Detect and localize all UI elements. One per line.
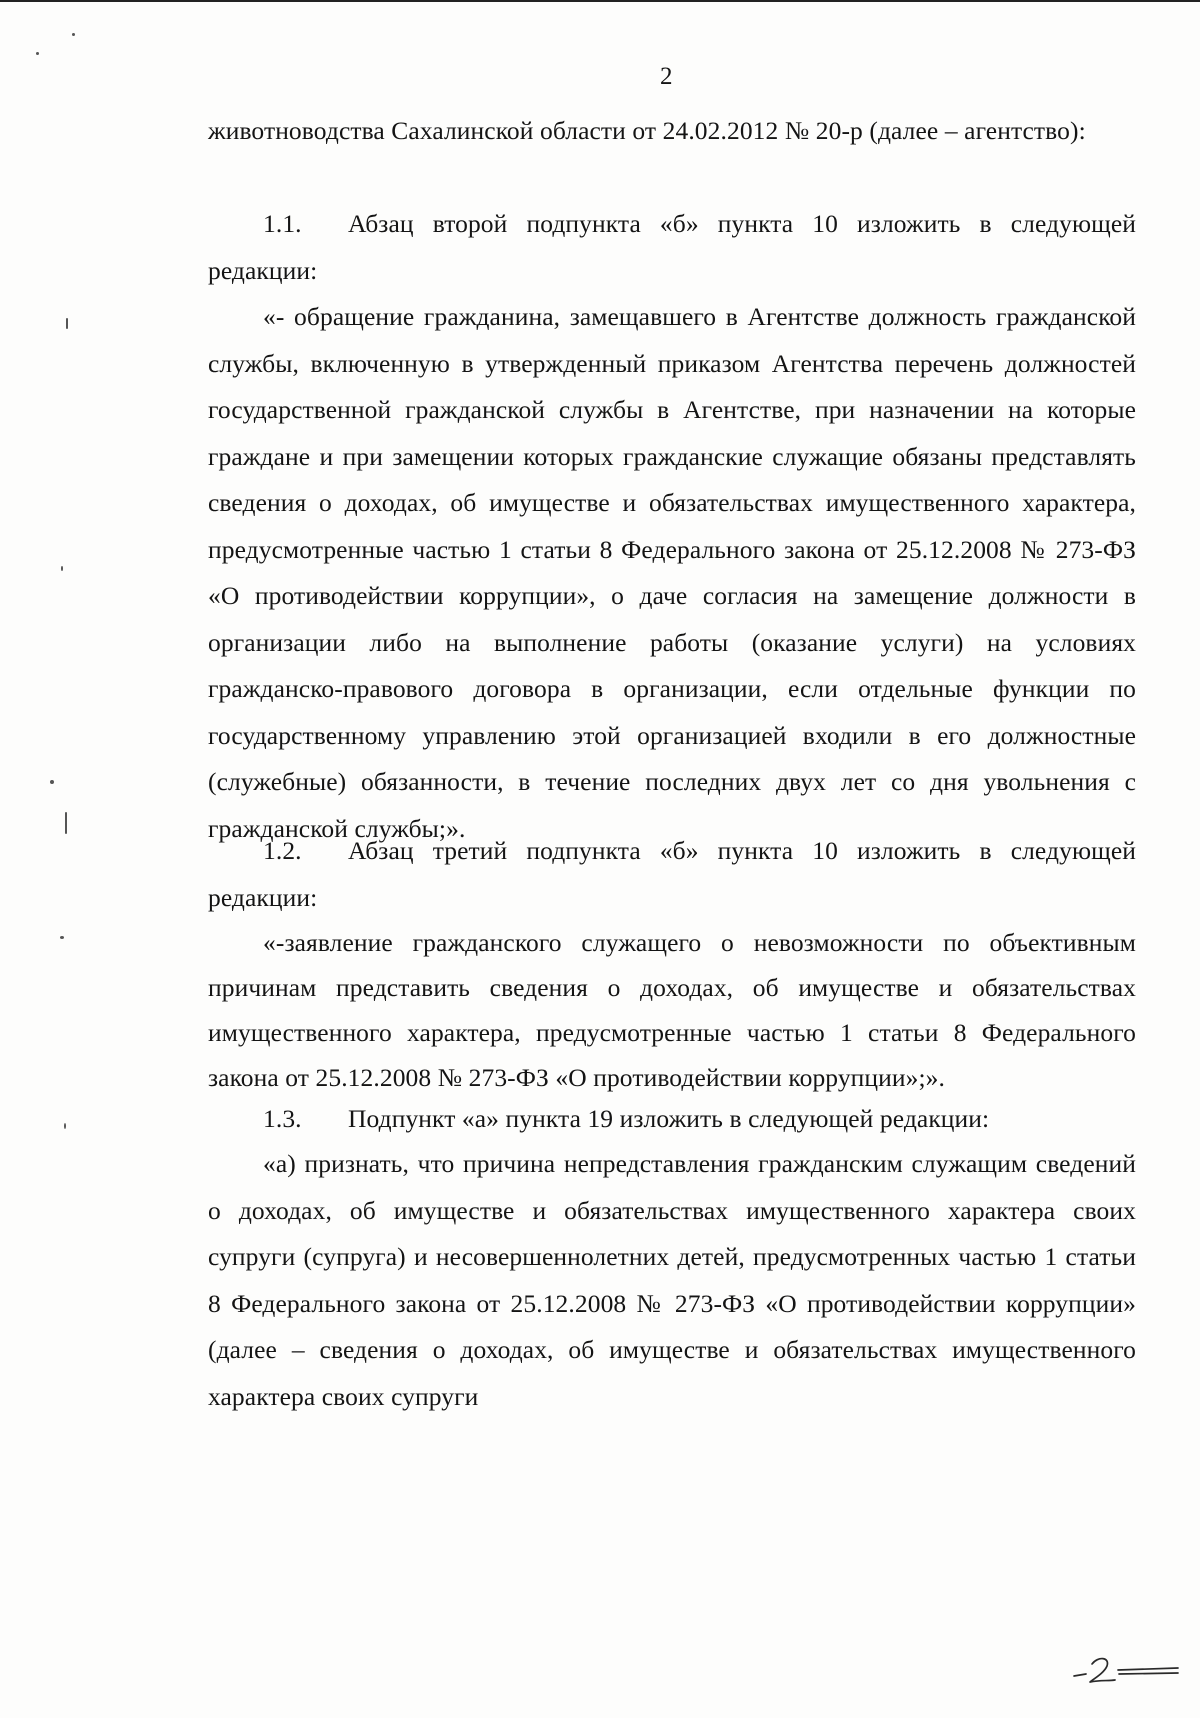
section-text: Абзац третий подпункта «б» пункта 10 изложить в следующей редакции: (208, 836, 1136, 912)
section-1-2 (208, 828, 1136, 921)
scan-speck (64, 1123, 66, 1129)
section-text: Абзац второй подпункта «б» пункта 10 изложить в следующей редакции: (208, 209, 1136, 285)
section-1-3 (208, 1096, 1136, 1143)
section-number: 1.2. (263, 836, 302, 865)
handwritten-page-mark (1070, 1650, 1180, 1690)
opening-paragraph: животноводства Сахалинской области от 24.02.2012 № 20-р (далее – агентство): (208, 116, 1086, 145)
scan-speck (36, 52, 39, 55)
scan-speck (61, 566, 63, 571)
section-number: 1.3. (263, 1104, 302, 1133)
scan-speck (60, 936, 64, 939)
scan-edge-line (0, 0, 1200, 2)
page-number: 2 (660, 63, 673, 90)
scan-speck (72, 33, 75, 36)
section-text: Подпункт «а» пункта 19 изложить в следующей редакции: (348, 1104, 990, 1133)
section-number: 1.1. (263, 209, 302, 238)
scan-speck (65, 812, 67, 834)
scan-speck (50, 780, 54, 784)
quoted-paragraph-3: «а) признать, что причина непредставления гражданским служащим сведений о доходах, об имуществе и обязательствах имущественного характера своих супруги (супруга) и несовершеннолетних детей, предусмотренных частью 1 статьи 8 Федерального закона от 25.12.2008 № 273-ФЗ «О противодействии коррупции» (далее – сведения о доходах, об имуществе и обязательствах имущественного характера своих супруги (208, 1149, 1136, 1411)
section-1-1 (208, 201, 1136, 294)
quoted-paragraph-2: «-заявление гражданского служащего о невозможности по объективным причинам представить сведения о доходах, об имуществе и обязательствах имущественного характера, предусмотренные частью 1 статьи 8 Федерального закона от 25.12.2008 № 273-ФЗ «О противодействии коррупции»;». (208, 928, 1136, 1092)
scan-speck (66, 318, 68, 329)
quoted-paragraph-1: «- обращение гражданина, замещавшего в Агентстве должность гражданской службы, включенную в утвержденный приказом Агентства перечень должностей государственной гражданской службы в Агентстве, при назначении на которые граждане и при замещении которых гражданские служащие обязаны представлять сведения о доходах, об имуществе и обязательствах имущественного характера, предусмотренные частью 1 статьи 8 Федерального закона от 25.12.2008 № 273-ФЗ «О противодействии коррупции», о даче согласия на замещение должности в организации либо на выполнение работы (оказание услуги) на условиях гражданско-правового договора в организации, если отдельные функции по государственному управлению этой организацией входили в его должностные (служебные) обязанности, в течение последних двух лет со дня увольнения с гражданской службы;». (208, 302, 1136, 843)
